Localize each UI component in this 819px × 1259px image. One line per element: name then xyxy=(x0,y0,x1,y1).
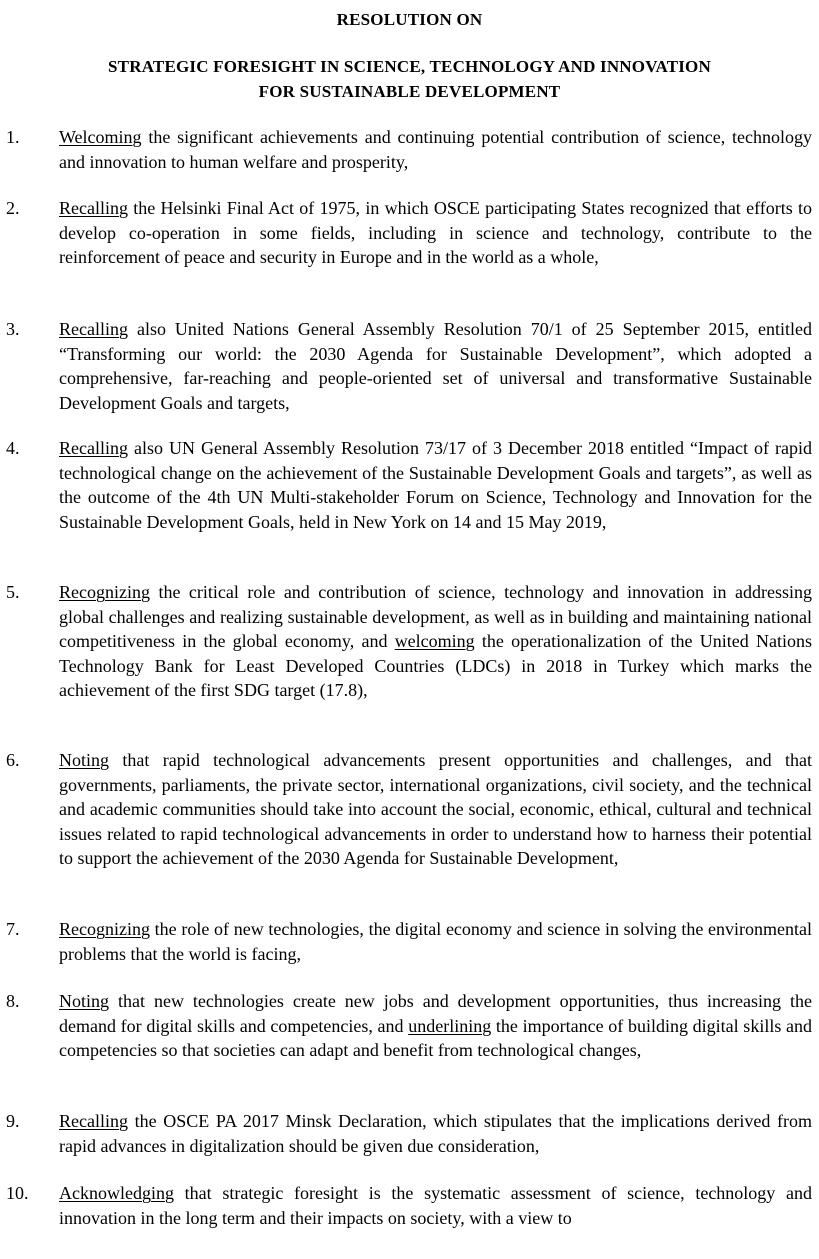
paragraph-body: that strategic foresight is the systematic assessment of science, technology and innovation in the long term and their impacts on society, with a view to xyxy=(59,1183,812,1228)
operative-keyword: Welcoming xyxy=(59,127,142,147)
paragraph-text xyxy=(59,580,812,703)
operative-keyword: Noting xyxy=(59,750,110,770)
paragraph-body: the critical role and contribution of science, technology and innovation in addressing global challenges and realizing sustainable development, as well as in building and maintaining national competitiveness in the global economy, and xyxy=(59,582,812,651)
paragraph-number: 2. xyxy=(6,198,20,218)
resolution-subject-line-2: FOR SUSTAINABLE DEVELOPMENT xyxy=(258,82,561,101)
paragraph-text xyxy=(59,317,812,415)
resolution-subject-line-1: STRATEGIC FORESIGHT IN SCIENCE, TECHNOLOGY AND INNOVATION xyxy=(108,57,711,76)
paragraph-number: 9. xyxy=(6,1111,20,1131)
paragraph-number: 7. xyxy=(6,919,20,939)
paragraph-body: the role of new technologies, the digital economy and science in solving the environmental problems that the world is facing, xyxy=(59,919,812,964)
paragraph-number: 4. xyxy=(6,438,20,458)
paragraph-number: 1. xyxy=(6,127,20,147)
paragraph-text xyxy=(59,917,812,966)
paragraph-text xyxy=(59,125,812,174)
paragraph-body: that rapid technological advancements present opportunities and challenges, and that governments, parliaments, the private sector, international organizations, civil society, and the technical and academic communities should take into account the social, economic, ethical, cultural and technical issues related to rapid technological advancements in order to understand how to harness their potential to support the achievement of the 2030 Agenda for Sustainable Development, xyxy=(59,750,812,868)
paragraph-number: 5. xyxy=(6,582,20,602)
paragraph-number: 6. xyxy=(6,750,20,770)
operative-keyword: Recalling xyxy=(59,1111,128,1131)
operative-keyword: Recognizing xyxy=(59,919,150,939)
operative-keyword-secondary: underlining xyxy=(408,1015,492,1036)
paragraph-number: 8. xyxy=(6,991,20,1011)
paragraph-body: also United Nations General Assembly Resolution 70/1 of 25 September 2015, entitled “Transforming our world: the 2030 Agenda for Sustainable Development”, which adopted a comprehensive, far-reaching and people-oriented set of universal and transformative Sustainable Development Goals and targets, xyxy=(59,319,812,413)
paragraph-body-continued: the operationalization of the United Nations Technology Bank for Least Developed Countries (LDCs) in 2018 in Turkey which marks the achievement of the first SDG target (17.8), xyxy=(59,631,813,700)
operative-keyword: Noting xyxy=(59,991,110,1011)
paragraph-text xyxy=(59,436,812,534)
operative-keyword: Recalling xyxy=(59,198,128,218)
paragraph-text xyxy=(59,1181,812,1230)
paragraph-text xyxy=(59,748,812,871)
paragraph-text xyxy=(59,196,812,270)
operative-keyword-secondary: welcoming xyxy=(394,631,475,651)
operative-keyword: Recognizing xyxy=(59,582,150,602)
paragraph-body: the significant achievements and continuing potential contribution of science, technology and innovation to human welfare and prosperity, xyxy=(59,127,812,172)
paragraph-body: the Helsinki Final Act of 1975, in which OSCE participating States recognized that efforts to develop co-operation in some fields, including in science and technology, contribute to the reinforcement of peace and security in Europe and in the world as a whole, xyxy=(59,198,812,267)
paragraph-text xyxy=(59,989,812,1063)
paragraph-text xyxy=(59,1109,812,1158)
paragraph-body: the OSCE PA 2017 Minsk Declaration, which stipulates that the implications derived from rapid advances in digitalization should be given due consideration, xyxy=(59,1111,812,1156)
paragraph-body: also UN General Assembly Resolution 73/17 of 3 December 2018 entitled “Impact of rapid technological change on the achievement of the Sustainable Development Goals and targets”, as well as the outcome of the 4th UN Multi-stakeholder Forum on Science, Technology and Innovation for the Sustainable Development Goals, held in New York on 14 and 15 May 2019, xyxy=(59,438,812,532)
paragraph-number: 3. xyxy=(6,319,20,339)
operative-keyword: Recalling xyxy=(59,319,128,339)
operative-keyword: Acknowledging xyxy=(59,1183,174,1203)
paragraph-body: that new technologies create new jobs and development opportunities, thus increasing the demand for digital skills and competencies, and xyxy=(59,991,812,1036)
operative-keyword: Recalling xyxy=(59,438,128,458)
paragraph-number: 10. xyxy=(6,1183,29,1203)
document-title: RESOLUTION ON xyxy=(336,10,483,29)
paragraph-body-continued: the importance of building digital skills and competencies so that societies can adapt and benefit from technological changes, xyxy=(59,1015,813,1060)
